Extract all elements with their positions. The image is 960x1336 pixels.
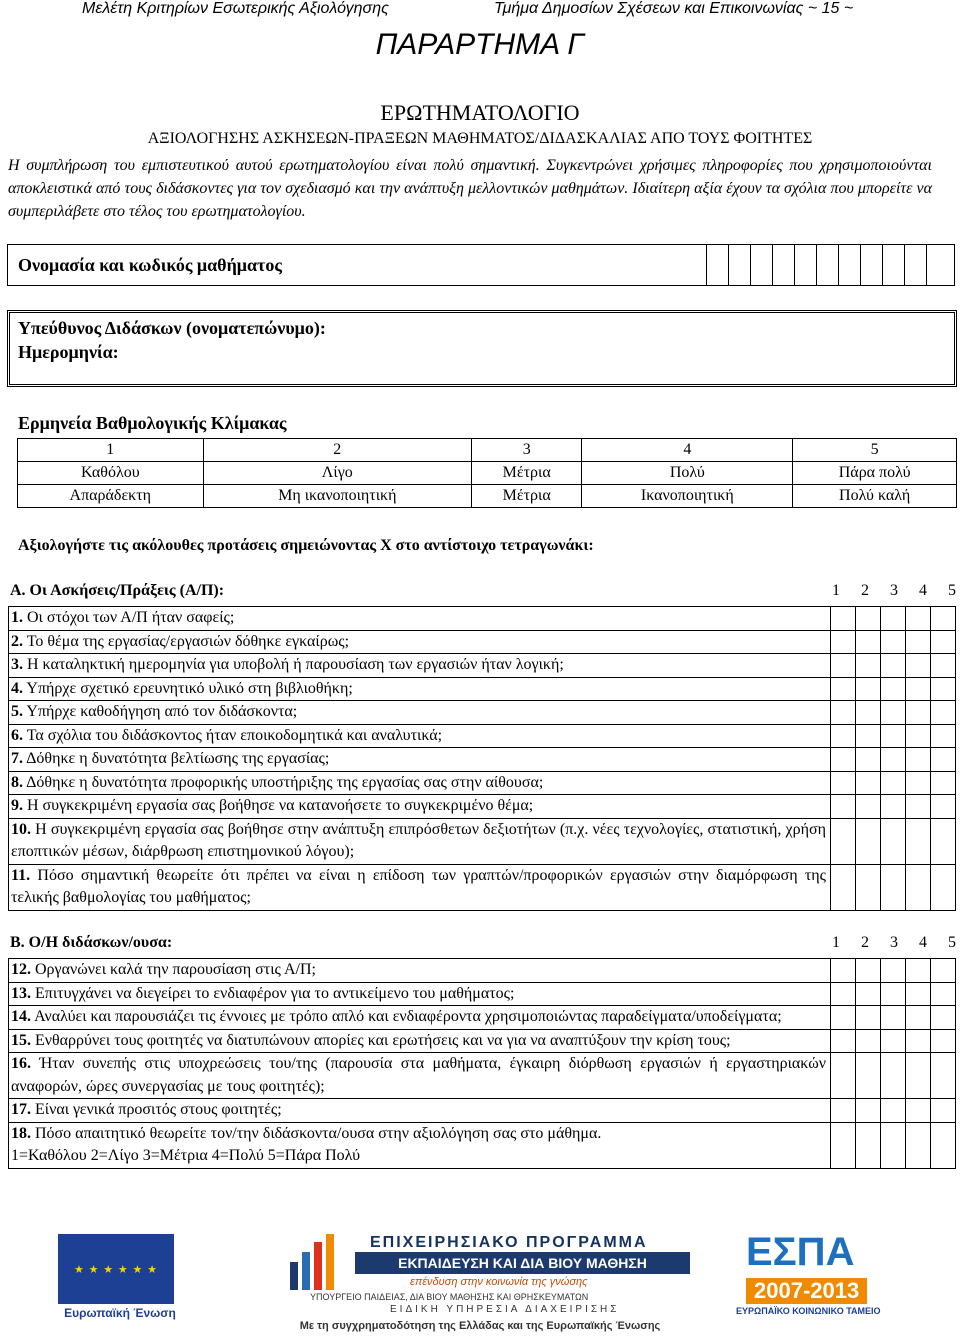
rating-checkbox[interactable] <box>830 1123 855 1168</box>
rating-checkbox[interactable] <box>830 1053 855 1098</box>
rating-checkbox[interactable] <box>830 795 855 818</box>
rating-checkbox[interactable] <box>830 701 855 724</box>
rating-checkbox[interactable] <box>855 678 880 701</box>
program-line2: ΕΚΠΑΙΔΕΥΣΗ ΚΑΙ ΔΙΑ ΒΙΟΥ ΜΑΘΗΣΗ <box>355 1252 690 1274</box>
question-label: Ήταν συνεπής στις υποχρεώσεις του/της (παρουσία στα μαθήματα, έγκαιρη διόρθωση εργασιών ή εργαστηριακών αναφορών, ώρες συνεργασίας με τους φοιτητές); <box>11 1055 826 1095</box>
espa-logo <box>706 1230 896 1322</box>
rating-checkbox[interactable] <box>930 1006 956 1029</box>
program-line4: ΥΠΟΥΡΓΕΙΟ ΠΑΙΔΕΙΑΣ, ΔΙΑ ΒΙΟΥ ΜΑΘΗΣΗΣ ΚΑΙ ΘΡΗΣΚΕΥΜΑΤΩΝ <box>310 1292 589 1302</box>
question-row <box>8 747 956 771</box>
rating-checkbox[interactable] <box>880 1030 905 1053</box>
rating-checkbox[interactable] <box>880 1099 905 1122</box>
rating-checkbox[interactable] <box>830 1099 855 1122</box>
question-text <box>8 959 830 982</box>
question-text <box>8 1006 830 1029</box>
scale-number: 3 <box>472 439 582 462</box>
question-row <box>8 724 956 748</box>
rating-checkbox[interactable] <box>905 701 930 724</box>
code-cell[interactable] <box>860 244 882 286</box>
rating-checkbox[interactable] <box>930 607 956 630</box>
question-label: Ενθαρρύνει τους φοιτητές να διατυπώνουν απορίες και ερωτήσεις και να για να αναπτύξουν την κρίση τους; <box>35 1031 731 1049</box>
rating-checkbox[interactable] <box>880 631 905 654</box>
question-label: Η συγκεκριμένη εργασία σας βοήθησε στην ανάπτυξη επιπρόσθετων δεξιοτήτων (π.χ. νέες τεχνολογίες, στατιστική, χρήση εποπτικών μέσων, διάρθρωση επιστημονικού λόγου); <box>11 820 826 860</box>
rating-checkbox[interactable] <box>930 1030 956 1053</box>
rating-checkbox[interactable] <box>930 819 956 864</box>
rating-checkbox[interactable] <box>930 795 956 818</box>
header-left: Μελέτη Κριτηρίων Εσωτερικής Αξιολόγησης <box>82 0 389 17</box>
questionnaire-title: ΕΡΩΤΗΜΑΤΟΛΟΓΙΟ <box>380 100 580 125</box>
question-number: 13. <box>11 984 31 1002</box>
rating-checkbox[interactable] <box>830 748 855 771</box>
question-row <box>8 771 956 795</box>
question-label: Υπήρχε σχετικό ερευνητικό υλικό στη βιβλιοθήκη; <box>26 679 353 697</box>
question-text <box>8 654 830 677</box>
rating-checkbox[interactable] <box>880 725 905 748</box>
section-b-scale <box>832 934 956 952</box>
rating-checkbox[interactable] <box>830 631 855 654</box>
course-code-cells[interactable] <box>706 244 948 286</box>
rating-checkbox[interactable] <box>830 725 855 748</box>
question-label: Δόθηκε η δυνατότητα προφορικής υποστήριξης της εργασίας σας στην αίθουσα; <box>26 773 544 791</box>
scale-col: 2 <box>861 582 869 599</box>
rating-checkbox[interactable] <box>880 959 905 982</box>
cofinance-note: Με τη συγχρηματοδότηση της Ελλάδας και της Ευρωπαϊκής Ένωσης <box>299 1320 661 1332</box>
scale-col: 5 <box>948 934 956 951</box>
rating-checkbox[interactable] <box>855 1099 880 1122</box>
rating-checkbox[interactable] <box>880 983 905 1006</box>
rating-checkbox[interactable] <box>905 678 930 701</box>
rating-checkbox[interactable] <box>830 1030 855 1053</box>
code-cell[interactable] <box>882 244 904 286</box>
scale-col: 2 <box>861 934 869 951</box>
question-text <box>8 795 830 818</box>
question-text <box>8 607 830 630</box>
instructions: Αξιολογήστε τις ακόλουθες προτάσεις σημειώνοντας Χ στο αντίστοιχο τετραγωνάκι: <box>18 537 594 554</box>
rating-checkbox[interactable] <box>930 725 956 748</box>
question-label: Πόσο σημαντική θεωρείτε ότι πρέπει να είναι η επίδοση των γραπτών/προφορικών εργασιών στην διαμόρφωση της τελικής βαθμολογίας του μαθήματος; <box>11 866 827 906</box>
rating-checkbox[interactable] <box>855 701 880 724</box>
question-number: 5. <box>11 703 23 720</box>
scale-degree: Πολύ <box>582 462 793 485</box>
code-cell[interactable] <box>904 244 926 286</box>
question-label: Αναλύει και παρουσιάζει τις έννοιες με τρόπο απλό και ενδιαφέροντα χρησιμοποιώντας παραδείγματα/υποδείγματα; <box>34 1008 782 1025</box>
rating-checkbox[interactable] <box>855 865 880 910</box>
scale-col: 4 <box>919 582 927 599</box>
program-line5: ΕΙΔΙΚΗ ΥΠΗΡΕΣΙΑ ΔΙΑΧΕΙΡΙΣΗΣ <box>390 1304 620 1315</box>
code-cell[interactable] <box>772 244 794 286</box>
rating-checkbox[interactable] <box>930 1099 956 1122</box>
scale-numbers-row <box>18 439 957 462</box>
intro-text: Η συμπλήρωση του εμπιστευτικού αυτού ερωτηματολογίου είναι πολύ σημαντική. Συγκεντρώνει χρήσιμες πληροφορίες που χρησιμοποιούνται αποκλειστικά από τους διδάσκοντες για τον σχεδιασμό και την ανάπτυξη μελλοντικών μαθημάτων. Ιδιαίτερη αξία έχουν τα σχόλια που μπορείτε να συμπεριλάβετε στο τέλος του ερωτηματολογίου. <box>8 157 932 220</box>
question-row <box>8 653 956 677</box>
question-row <box>8 630 956 654</box>
scale-col: 1 <box>832 582 840 599</box>
question-text <box>8 772 830 795</box>
rating-checkbox[interactable] <box>855 819 880 864</box>
code-cell[interactable] <box>926 244 948 286</box>
rating-checkbox[interactable] <box>830 607 855 630</box>
scale-degree: Πάρα πολύ <box>793 462 957 485</box>
espa-sub: ΕΥΡΩΠΑΪΚΟ ΚΟΙΝΩΝΙΚΟ ΤΑΜΕΙΟ <box>736 1306 881 1316</box>
rating-checkbox[interactable] <box>930 701 956 724</box>
rating-checkbox[interactable] <box>905 795 930 818</box>
scale-quality: Ικανοποιητική <box>582 485 793 508</box>
scale-col: 3 <box>890 582 898 599</box>
course-label: Ονομασία και κωδικός μαθήματος <box>18 255 282 275</box>
rating-checkbox[interactable] <box>880 772 905 795</box>
rating-checkbox[interactable] <box>905 1006 930 1029</box>
scale-legend: 1=Καθόλου 2=Λίγο 3=Μέτρια 4=Πολύ 5=Πάρα Πολύ <box>11 1147 361 1164</box>
rating-checkbox[interactable] <box>880 607 905 630</box>
rating-checkbox[interactable] <box>905 725 930 748</box>
eu-label: Ευρωπαϊκή Ένωση <box>64 1306 176 1320</box>
question-row <box>8 958 956 982</box>
date-label: Ημερομηνία: <box>18 342 119 362</box>
scale-number: 1 <box>18 439 204 462</box>
intro-paragraph <box>8 154 932 223</box>
rating-checkbox[interactable] <box>880 1006 905 1029</box>
scale-degree: Καθόλου <box>18 462 204 485</box>
rating-checkbox[interactable] <box>930 678 956 701</box>
question-text <box>8 701 830 724</box>
question-row <box>8 1005 956 1029</box>
section-b-items <box>8 958 956 1169</box>
rating-checkbox[interactable] <box>930 865 956 910</box>
question-row <box>8 606 956 630</box>
scale-quality: Μέτρια <box>472 485 582 508</box>
question-number: 17. <box>11 1101 31 1118</box>
scale-quality: Μη ικανοποιητική <box>203 485 471 508</box>
question-text <box>8 725 830 748</box>
rating-checkbox[interactable] <box>855 959 880 982</box>
rating-checkbox[interactable] <box>905 983 930 1006</box>
rating-checkbox[interactable] <box>905 1099 930 1122</box>
rating-checkbox[interactable] <box>830 678 855 701</box>
question-text <box>8 1123 830 1168</box>
rating-checkbox[interactable] <box>855 772 880 795</box>
rating-checkbox[interactable] <box>905 631 930 654</box>
question-text <box>8 819 830 864</box>
rating-checkbox[interactable] <box>880 865 905 910</box>
rating-checkbox[interactable] <box>830 865 855 910</box>
question-text <box>8 748 830 771</box>
rating-checkbox[interactable] <box>905 1123 930 1168</box>
footer-logos <box>0 1226 960 1336</box>
program-logo <box>280 1232 690 1318</box>
scale-col: 1 <box>832 934 840 951</box>
rating-checkbox[interactable] <box>880 701 905 724</box>
header-right: Τμήμα Δημοσίων Σχέσεων και Επικοινωνίας ~ 15 ~ <box>494 0 854 17</box>
rating-checkbox[interactable] <box>880 819 905 864</box>
eu-flag-icon: ★ ★ ★ ★ ★ ★ <box>58 1234 174 1304</box>
section-a-items <box>8 606 956 911</box>
question-row <box>8 1098 956 1122</box>
question-number: 14. <box>11 1008 31 1025</box>
question-number: 8. <box>11 773 23 791</box>
scale-number: 4 <box>582 439 793 462</box>
question-number: 11. <box>11 866 31 884</box>
rating-checkbox[interactable] <box>880 748 905 771</box>
rating-checkbox[interactable] <box>930 959 956 982</box>
question-label: Η συγκεκριμένη εργασία σας βοήθησε να κατανοήσετε το συγκεκριμένο θέμα; <box>27 797 534 814</box>
question-text <box>8 1099 830 1122</box>
question-label: Οργανώνει καλά την παρουσίαση στις Α/Π; <box>35 961 316 978</box>
appendix-title: ΠΑΡΑΡΤΗΜΑ Γ <box>375 28 585 61</box>
question-text <box>8 631 830 654</box>
question-number: 16. <box>11 1055 31 1072</box>
scale-col: 5 <box>948 582 956 599</box>
question-text <box>8 983 830 1006</box>
rating-checkbox[interactable] <box>830 959 855 982</box>
rating-checkbox[interactable] <box>905 865 930 910</box>
question-text <box>8 1030 830 1053</box>
rating-checkbox[interactable] <box>855 631 880 654</box>
rating-checkbox[interactable] <box>855 1123 880 1168</box>
question-label: Δόθηκε η δυνατότητα βελτίωσης της εργασίας; <box>26 750 330 767</box>
questionnaire-subtitle: ΑΞΙΟΛΟΓΗΣΗΣ ΑΣΚΗΣΕΩΝ-ΠΡΑΞΕΩΝ ΜΑΘΗΜΑΤΟΣ/ΔΙΔΑΣΚΑΛΙΑΣ ΑΠΟ ΤΟΥΣ ΦΟΙΤΗΤΕΣ <box>147 130 813 147</box>
question-row <box>8 864 956 911</box>
question-number: 18. <box>11 1124 31 1142</box>
question-text <box>8 865 830 910</box>
question-row <box>8 700 956 724</box>
program-line1: ΕΠΙΧΕΙΡΗΣΙΑΚΟ ΠΡΟΓΡΑΜΜΑ <box>370 1234 648 1251</box>
question-number: 12. <box>11 961 31 978</box>
question-number: 7. <box>11 750 23 767</box>
code-cell[interactable] <box>706 244 728 286</box>
rating-checkbox[interactable] <box>930 1123 956 1168</box>
scale-degree: Λίγο <box>203 462 471 485</box>
question-row <box>8 1029 956 1053</box>
question-label: Η καταληκτική ημερομηνία για υποβολή ή παρουσίαση των εργασιών ήταν λογική; <box>27 656 564 673</box>
rating-checkbox[interactable] <box>880 1053 905 1098</box>
code-cell[interactable] <box>838 244 860 286</box>
rating-checkbox[interactable] <box>830 819 855 864</box>
rating-checkbox[interactable] <box>880 654 905 677</box>
code-cell[interactable] <box>728 244 750 286</box>
rating-checkbox[interactable] <box>855 1006 880 1029</box>
question-text <box>8 678 830 701</box>
question-row <box>8 794 956 818</box>
question-label: Υπήρχε καθοδήγηση από τον διδάσκοντα; <box>26 703 298 720</box>
section-a-title: Α. Οι Ασκήσεις/Πράξεις (Α/Π): <box>10 582 225 599</box>
question-label: Επιτυγχάνει να διεγείρει το ενδιαφέρον για το αντικείμενο του μαθήματος; <box>35 984 515 1002</box>
question-label: Πόσο απαιτητικό θεωρείτε τον/την διδάσκοντα/ουσα στην αξιολόγηση σας στο μάθημα. <box>35 1124 602 1142</box>
question-number: 10. <box>11 820 31 838</box>
rating-checkbox[interactable] <box>905 748 930 771</box>
question-number: 9. <box>11 797 23 814</box>
rating-checkbox[interactable] <box>855 725 880 748</box>
program-line3: επένδυση στην κοινωνία της γνώσης <box>410 1276 588 1288</box>
rating-checkbox[interactable] <box>930 772 956 795</box>
scale-number: 2 <box>203 439 471 462</box>
rating-checkbox[interactable] <box>855 1053 880 1098</box>
rating-checkbox[interactable] <box>855 654 880 677</box>
question-number: 15. <box>11 1031 31 1049</box>
scale-col: 3 <box>890 934 898 951</box>
rating-checkbox[interactable] <box>855 795 880 818</box>
rating-checkbox[interactable] <box>905 1053 930 1098</box>
rating-checkbox[interactable] <box>855 607 880 630</box>
question-row <box>8 1122 956 1169</box>
rating-checkbox[interactable] <box>855 983 880 1006</box>
scale-table <box>17 438 957 508</box>
question-label: Τα σχόλια του διδάσκοντος ήταν εποικοδομητικά και αναλυτικά; <box>26 726 443 744</box>
question-label: Το θέμα της εργασίας/εργασιών δόθηκε εγκαίρως; <box>26 632 350 650</box>
scale-degree-row <box>18 462 957 485</box>
espa-years: 2007-2013 <box>746 1278 867 1304</box>
question-row <box>8 677 956 701</box>
rating-checkbox[interactable] <box>905 654 930 677</box>
rating-checkbox[interactable] <box>930 983 956 1006</box>
scale-col: 4 <box>919 934 927 951</box>
section-a-scale <box>832 582 956 600</box>
rating-checkbox[interactable] <box>930 654 956 677</box>
rating-checkbox[interactable] <box>855 748 880 771</box>
section-b-title: Β. Ο/Η διδάσκων/ουσα: <box>10 934 173 951</box>
scale-quality: Πολύ καλή <box>793 485 957 508</box>
question-number: 6. <box>11 726 23 744</box>
question-label: Είναι γενικά προσιτός στους φοιτητές; <box>35 1101 282 1118</box>
scale-quality: Απαράδεκτη <box>18 485 204 508</box>
rating-checkbox[interactable] <box>855 1030 880 1053</box>
question-row <box>8 982 956 1006</box>
rating-checkbox[interactable] <box>830 772 855 795</box>
question-row <box>8 818 956 864</box>
rating-checkbox[interactable] <box>880 1123 905 1168</box>
rating-checkbox[interactable] <box>830 983 855 1006</box>
scale-title: Ερμηνεία Βαθμολογικής Κλίμακας <box>18 413 287 433</box>
question-row <box>8 1052 956 1098</box>
scale-quality-row <box>18 485 957 508</box>
rating-checkbox[interactable] <box>905 772 930 795</box>
teacher-label: Υπεύθυνος Διδάσκων (ονοματεπώνυμο): <box>18 318 326 338</box>
espa-title: ΕΣΠΑ <box>746 1230 855 1274</box>
question-number: 2. <box>11 632 23 650</box>
scale-number: 5 <box>793 439 957 462</box>
code-cell[interactable] <box>816 244 838 286</box>
rating-checkbox[interactable] <box>880 678 905 701</box>
question-number: 3. <box>11 656 23 673</box>
rating-checkbox[interactable] <box>905 819 930 864</box>
program-bars-icon <box>280 1232 350 1292</box>
question-label: Οι στόχοι των Α/Π ήταν σαφείς; <box>27 609 235 626</box>
rating-checkbox[interactable] <box>905 959 930 982</box>
rating-checkbox[interactable] <box>830 654 855 677</box>
question-number: 1. <box>11 609 23 626</box>
question-number: 4. <box>11 679 23 697</box>
rating-checkbox[interactable] <box>880 795 905 818</box>
code-cell[interactable] <box>794 244 816 286</box>
question-text <box>8 1053 830 1098</box>
scale-degree: Μέτρια <box>472 462 582 485</box>
rating-checkbox[interactable] <box>830 1006 855 1029</box>
rating-checkbox[interactable] <box>930 748 956 771</box>
rating-checkbox[interactable] <box>905 607 930 630</box>
rating-checkbox[interactable] <box>930 1053 956 1098</box>
code-cell[interactable] <box>750 244 772 286</box>
rating-checkbox[interactable] <box>905 1030 930 1053</box>
rating-checkbox[interactable] <box>930 631 956 654</box>
